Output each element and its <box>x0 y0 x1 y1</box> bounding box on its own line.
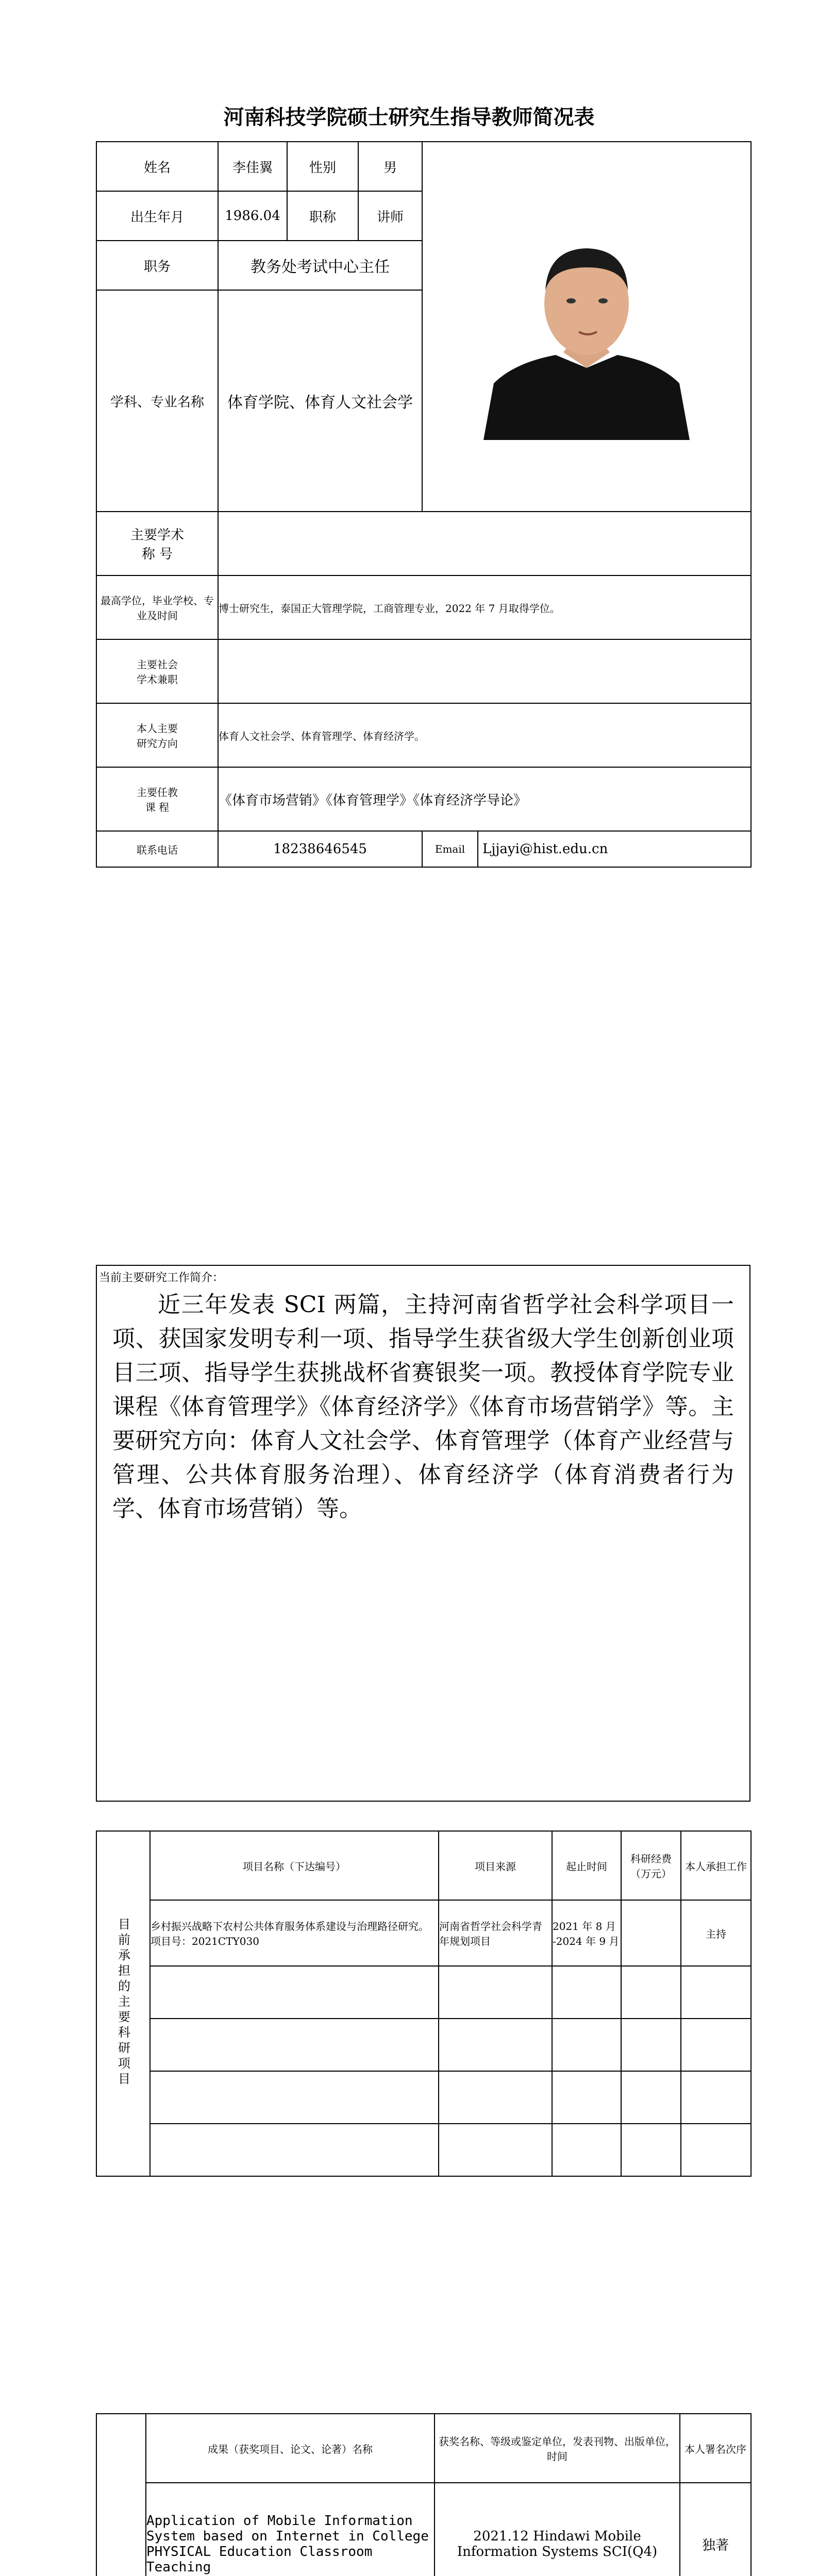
discipline-label: 学科、专业名称 <box>96 290 218 512</box>
table-row <box>96 2071 751 2124</box>
project-funds <box>621 2071 681 2124</box>
projects-table <box>96 1831 752 2177</box>
courses-label: 主要任教 课 程 <box>96 767 218 831</box>
courses-value: 《体育市场营销》《体育管理学》《体育经济学导论》 <box>218 767 751 831</box>
project-role <box>681 2071 751 2124</box>
project-source: 河南省哲学社会科学青年规划项目 <box>439 1900 552 1966</box>
project-role: 主持 <box>681 1900 751 1966</box>
duty-label: 职务 <box>96 241 218 290</box>
gender-label: 性别 <box>287 142 358 191</box>
project-role <box>681 2124 751 2176</box>
degree-value: 博士研究生，泰国正大管理学院，工商管理专业，2022 年 7 月取得学位。 <box>218 575 751 639</box>
table-row <box>96 2124 751 2176</box>
project-col-role: 本人承担工作 <box>681 1831 751 1900</box>
project-time <box>552 2019 621 2071</box>
project-name <box>150 2124 439 2176</box>
email-label: Email <box>422 831 478 867</box>
academic-title-value <box>218 512 751 575</box>
project-time <box>552 1966 621 2019</box>
research-value: 体育人文社会学、体育管理学、体育经济学。 <box>218 703 751 767</box>
project-name <box>150 2071 439 2124</box>
achievement-source: 2021.12 Hindawi Mobile Information Systems SCI(Q4) <box>435 2483 680 2576</box>
social-value <box>218 639 751 703</box>
projects-side-label: 目前承担的主要科研项目 <box>96 1831 150 2176</box>
project-source <box>439 2124 552 2176</box>
research-label: 本人主要 研究方向 <box>96 703 218 767</box>
social-label: 主要社会 学术兼职 <box>96 639 218 703</box>
page-title: 河南科技学院硕士研究生指导教师简况表 <box>223 106 595 129</box>
achievement-col-order: 本人署名次序 <box>680 2414 751 2483</box>
project-role <box>681 2019 751 2071</box>
project-name: 乡村振兴战略下农村公共体育服务体系建设与治理路径研究。项目号：2021CTY030 <box>150 1900 439 1966</box>
email-value: Ljjayi@hist.edu.cn <box>478 831 751 867</box>
project-funds <box>621 2019 681 2071</box>
project-col-time: 起止时间 <box>552 1831 621 1900</box>
gender-value: 男 <box>358 142 422 191</box>
project-name <box>150 1966 439 2019</box>
project-name <box>150 2019 439 2071</box>
project-col-funds: 科研经费（万元） <box>621 1831 681 1900</box>
title-value: 讲师 <box>358 191 422 241</box>
duty-value: 教务处考试中心主任 <box>218 241 422 290</box>
name-value: 李佳翼 <box>218 142 287 191</box>
project-funds <box>621 1966 681 2019</box>
project-role <box>681 1966 751 2019</box>
intro-text: 近三年发表 SCI 两篇，主持河南省哲学社会科学项目一项、获国家发明专利一项、指导学生获省级大学生创新创业项目三项、指导学生获挑战杯省赛银奖一项。教授体育学院专业课程《体育管理学》《体育经济学》《体育市场营销学》等。主要研究方向：体育人文社会学、体育管理学（体育产业经营与管理、公共体育服务治理）、体育经济学（体育消费者行为学、体育市场营销）等。 <box>112 1292 734 1522</box>
birth-value: 1986.04 <box>218 191 287 241</box>
project-source <box>439 2071 552 2124</box>
achievements-side-label <box>96 2414 146 2576</box>
degree-label: 最高学位，毕业学校、专业及时间 <box>96 575 218 639</box>
project-funds <box>621 1900 681 1966</box>
project-col-source: 项目来源 <box>439 1831 552 1900</box>
project-col-name: 项目名称（下达编号） <box>150 1831 439 1900</box>
birth-label: 出生年月 <box>96 191 218 241</box>
achievement-name: Application of Mobile Information System based on Internet in College PHYSICAL Education Classroom Teaching <box>146 2483 435 2576</box>
table-row <box>96 2019 751 2071</box>
discipline-value: 体育学院、体育人文社会学 <box>218 290 422 512</box>
project-time: 2021 年 8 月 -2024 年 9 月 <box>552 1900 621 1966</box>
phone-label: 联系电话 <box>96 831 218 867</box>
achievement-col-source: 获奖名称、等级或鉴定单位，发表刊物、出版单位，时间 <box>435 2414 680 2483</box>
project-source <box>439 1966 552 2019</box>
table-row <box>96 1900 751 1966</box>
portrait-photo-icon <box>473 213 700 440</box>
profile-table <box>96 141 752 868</box>
project-source <box>439 2019 552 2071</box>
achievement-col-name: 成果（获奖项目、论文、论著）名称 <box>146 2414 435 2483</box>
achievements-table <box>96 2413 752 2576</box>
table-row <box>96 1966 751 2019</box>
title-label: 职称 <box>287 191 358 241</box>
table-row <box>96 2483 751 2576</box>
project-funds <box>621 2124 681 2176</box>
photo-cell <box>422 142 751 512</box>
name-label: 姓名 <box>96 142 218 191</box>
academic-title-label: 主要学术 称 号 <box>96 512 218 575</box>
achievement-order: 独著 <box>680 2483 751 2576</box>
intro-table <box>96 1265 750 1802</box>
intro-label: 当前主要研究工作简介： <box>99 1272 224 1284</box>
project-time <box>552 2071 621 2124</box>
project-time <box>552 2124 621 2176</box>
phone-value: 18238646545 <box>218 831 422 867</box>
